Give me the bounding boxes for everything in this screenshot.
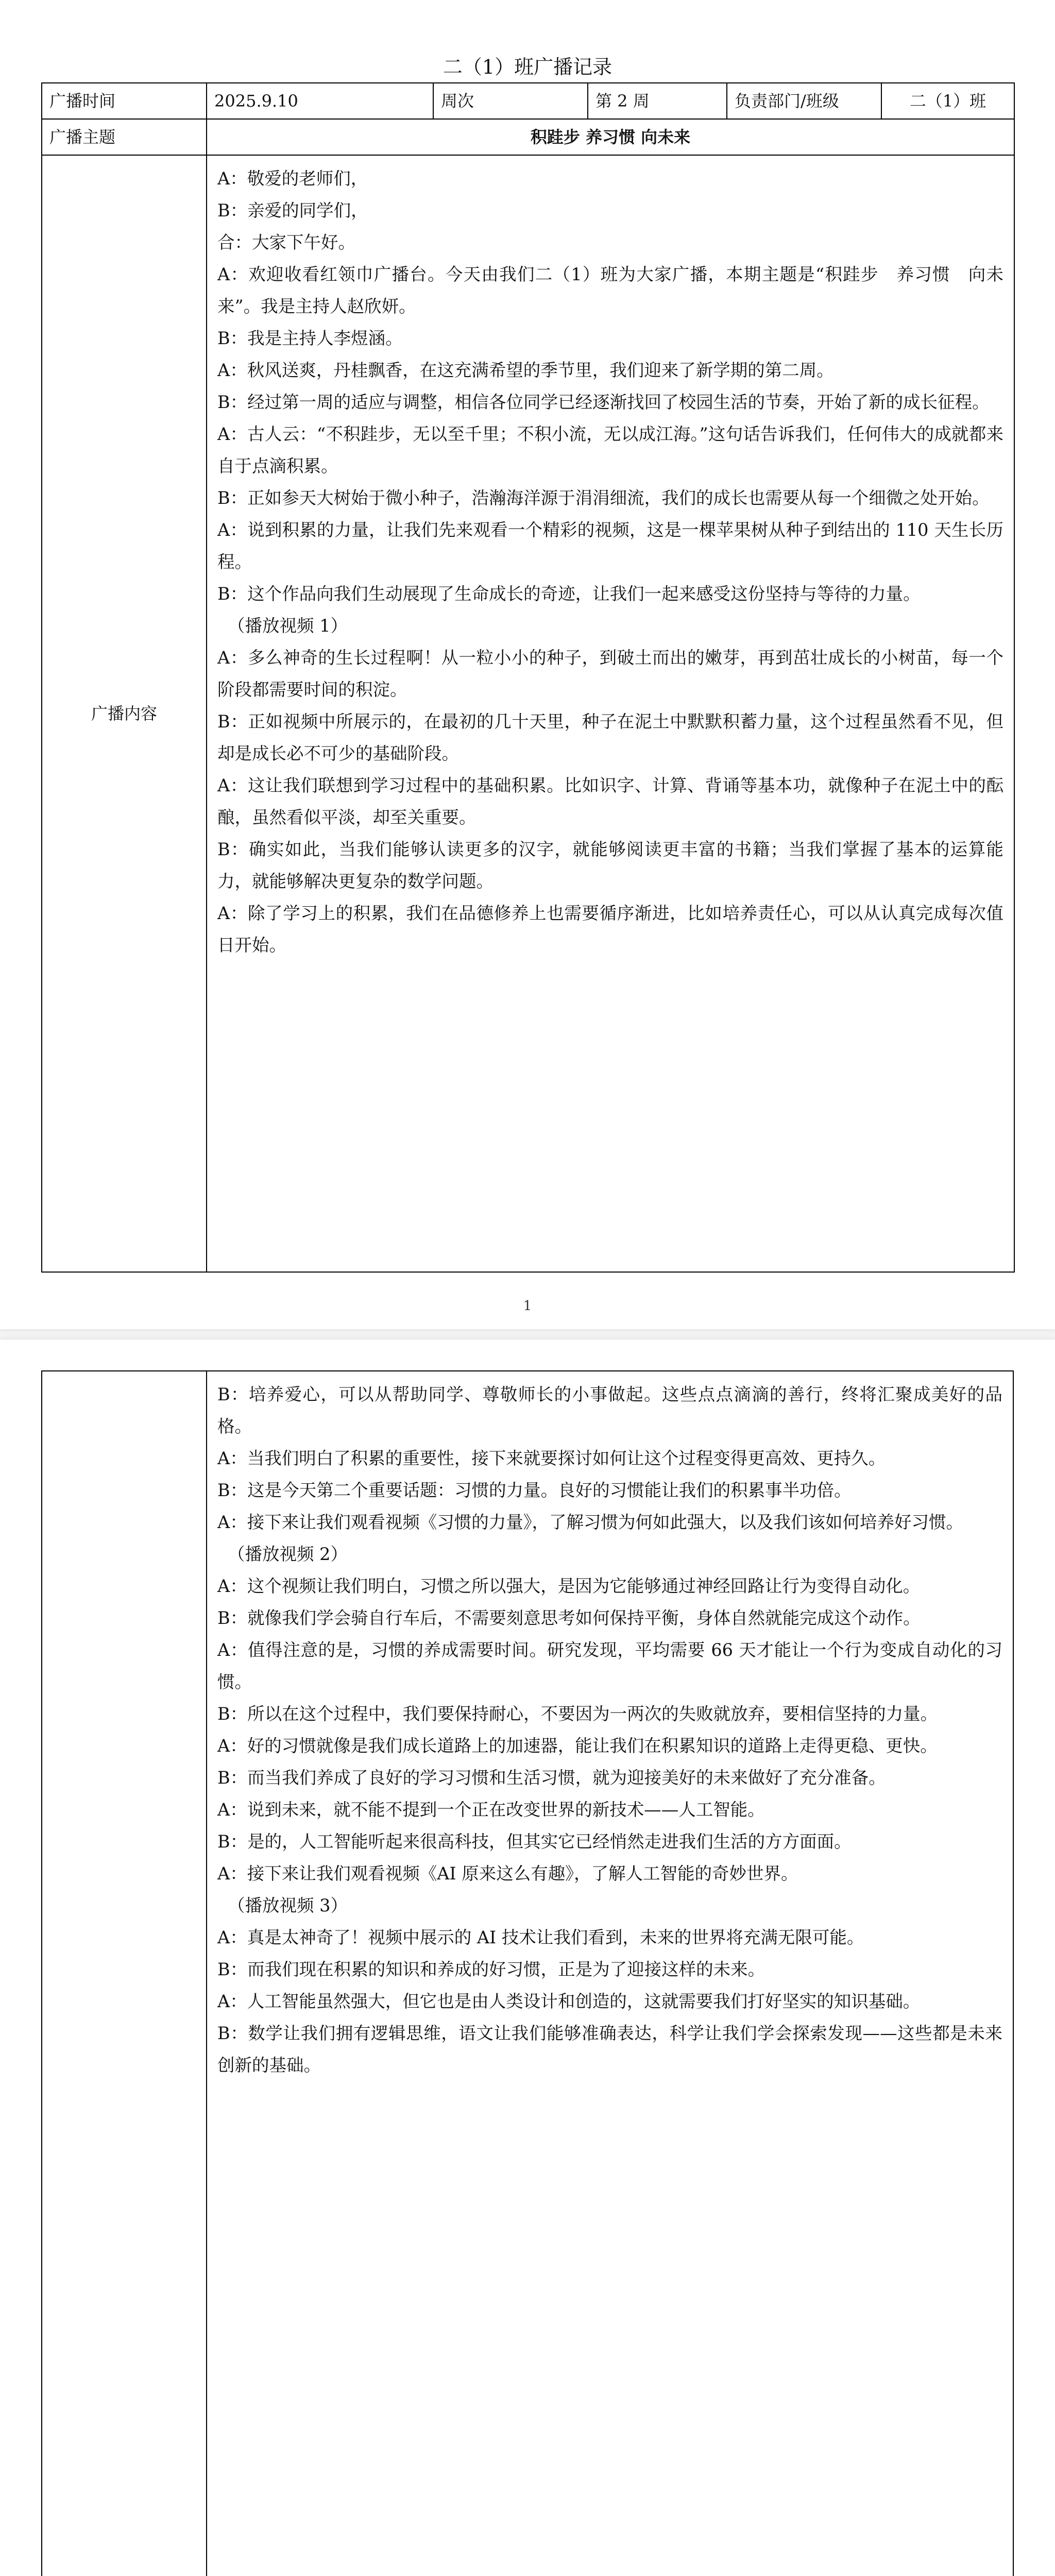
time-label: 广播时间 [42, 83, 207, 119]
content-line: A：说到积累的力量，让我们先来观看一个精彩的视频，这是一棵苹果树从种子到结出的 110 天生长历程。 [217, 520, 1003, 572]
content-line: B：是的，人工智能听起来很高科技，但其实它已经悄然走进我们生活的方方面面。 [217, 1832, 852, 1852]
content-line: B：正如视频中所展示的，在最初的几十天里，种子在泥土中默默积蓄力量，这个过程虽然看不见，但却是成长必不可少的基础阶段。 [217, 711, 1003, 764]
video-note: （播放视频 2） [228, 1544, 348, 1564]
content-line: A：接下来让我们观看视频《习惯的力量》，了解习惯为何如此强大，以及我们该如何培养好习惯。 [217, 1512, 963, 1532]
content-line: 合：大家下午好。 [217, 232, 355, 252]
content-line: B：培养爱心，可以从帮助同学、尊敬师长的小事做起。这些点点滴滴的善行，终将汇聚成美好的品格。 [217, 1384, 1002, 1436]
video-note: （播放视频 3） [228, 1895, 348, 1916]
content-line: A：多么神奇的生长过程啊！从一粒小小的种子，到破土而出的嫩芽，再到茁壮成长的小树苗，每一个阶段都需要时间的积淀。 [217, 648, 1003, 700]
document-title: 二（1）班广播记录 [443, 56, 612, 78]
content-line: A：好的习惯就像是我们成长道路上的加速器，能让我们在积累知识的道路上走得更稳、更快。 [217, 1736, 938, 1756]
content-line: A：这个视频让我们明白，习惯之所以强大，是因为它能够通过神经回路让行为变得自动化。 [217, 1576, 921, 1596]
content-line: A：值得注意的是，习惯的养成需要时间。研究发现，平均需要 66 天才能让一个行为变成自动化的习惯。 [217, 1640, 1002, 1692]
content-line: A：秋风送爽，丹桂飘香，在这充满希望的季节里，我们迎来了新学期的第二周。 [217, 360, 834, 380]
week-value: 第 2 周 [588, 83, 727, 119]
content-cell-page-1 [207, 155, 1014, 1272]
content-line: B：而我们现在积累的知识和养成的好习惯，正是为了迎接这样的未来。 [217, 1959, 765, 1979]
content-line: A：敬爱的老师们， [217, 168, 368, 189]
content-line: A：接下来让我们观看视频《AI 原来这么有趣》，了解人工智能的奇妙世界。 [217, 1863, 798, 1884]
broadcast-table-page-1 [41, 82, 1014, 1273]
content-line: A：人工智能虽然强大，但它也是由人类设计和创造的，这就需要我们打好坚实的知识基础。 [217, 1991, 921, 2011]
content-line: B：而当我们养成了良好的学习习惯和生活习惯，就为迎接美好的未来做好了充分准备。 [217, 1768, 886, 1788]
dept-value: 二（1）班 [881, 83, 1014, 119]
content-line: B：这是今天第二个重要话题：习惯的力量。良好的习惯能让我们的积累事半功倍。 [217, 1480, 852, 1500]
content-line: B：确实如此，当我们能够认读更多的汉字，就能够阅读更丰富的书籍；当我们掌握了基本的运算能力，就能够解决更复杂的数学问题。 [217, 839, 1003, 891]
content-line: A：真是太神奇了！视频中展示的 AI 技术让我们看到，未来的世界将充满无限可能。 [217, 1927, 864, 1947]
page-2 [0, 1340, 1055, 2576]
content-line: A：古人云：“不积跬步，无以至千里；不积小流，无以成江海。”这句话告诉我们，任何伟大的成就都来自于点滴积累。 [217, 424, 1003, 476]
time-value: 2025.9.10 [207, 83, 433, 119]
content-line: A：除了学习上的积累，我们在品德修养上也需要循序渐进，比如培养责任心，可以从认真完成每次值日开始。 [217, 903, 1003, 955]
content-line: A：说到未来，就不能不提到一个正在改变世界的新技术——人工智能。 [217, 1800, 765, 1820]
content-line: A：当我们明白了积累的重要性，接下来就要探讨如何让这个过程变得更高效、更持久。 [217, 1448, 886, 1468]
content-line: B：经过第一周的适应与调整，相信各位同学已经逐渐找回了校园生活的节奏，开始了新的成长征程。 [217, 392, 990, 412]
topic-label: 广播主题 [42, 119, 207, 155]
content-line: B：数学让我们拥有逻辑思维，语文让我们能够准确表达，科学让我们学会探索发现——这些都是未来创新的基础。 [217, 2023, 1002, 2075]
content-label: 广播内容 [42, 155, 207, 1272]
topic-value: 积跬步 养习惯 向未来 [207, 119, 1014, 155]
video-note: （播放视频 1） [228, 616, 348, 636]
content-cell-page-2 [207, 1371, 1013, 2576]
content-line: B：就像我们学会骑自行车后，不需要刻意思考如何保持平衡，身体自然就能完成这个动作。 [217, 1608, 921, 1628]
broadcast-table-page-2 [41, 1370, 1014, 2576]
content-line: B：正如参天大树始于微小种子，浩瀚海洋源于涓涓细流，我们的成长也需要从每一个细微之处开始。 [217, 488, 990, 508]
content-line: B：我是主持人李煜涵。 [217, 328, 403, 348]
label-column [42, 1371, 207, 2576]
content-line: A：欢迎收看红领巾广播台。今天由我们二（1）班为大家广播，本期主题是“积跬步 养习惯 向未来”。我是主持人赵欣妍。 [217, 264, 1003, 316]
content-line: A：这让我们联想到学习过程中的基础积累。比如识字、计算、背诵等基本功，就像种子在泥土中的酝酿，虽然看似平淡，却至关重要。 [217, 775, 1003, 827]
week-label: 周次 [433, 83, 588, 119]
dept-label: 负责部门/班级 [727, 83, 881, 119]
content-line: B：这个作品向我们生动展现了生命成长的奇迹，让我们一起来感受这份坚持与等待的力量。 [217, 584, 921, 604]
content-line: B：所以在这个过程中，我们要保持耐心，不要因为一两次的失败就放弃，要相信坚持的力量。 [217, 1704, 938, 1724]
content-line: B：亲爱的同学们， [217, 200, 368, 221]
page-number: 1 [523, 1298, 532, 1314]
